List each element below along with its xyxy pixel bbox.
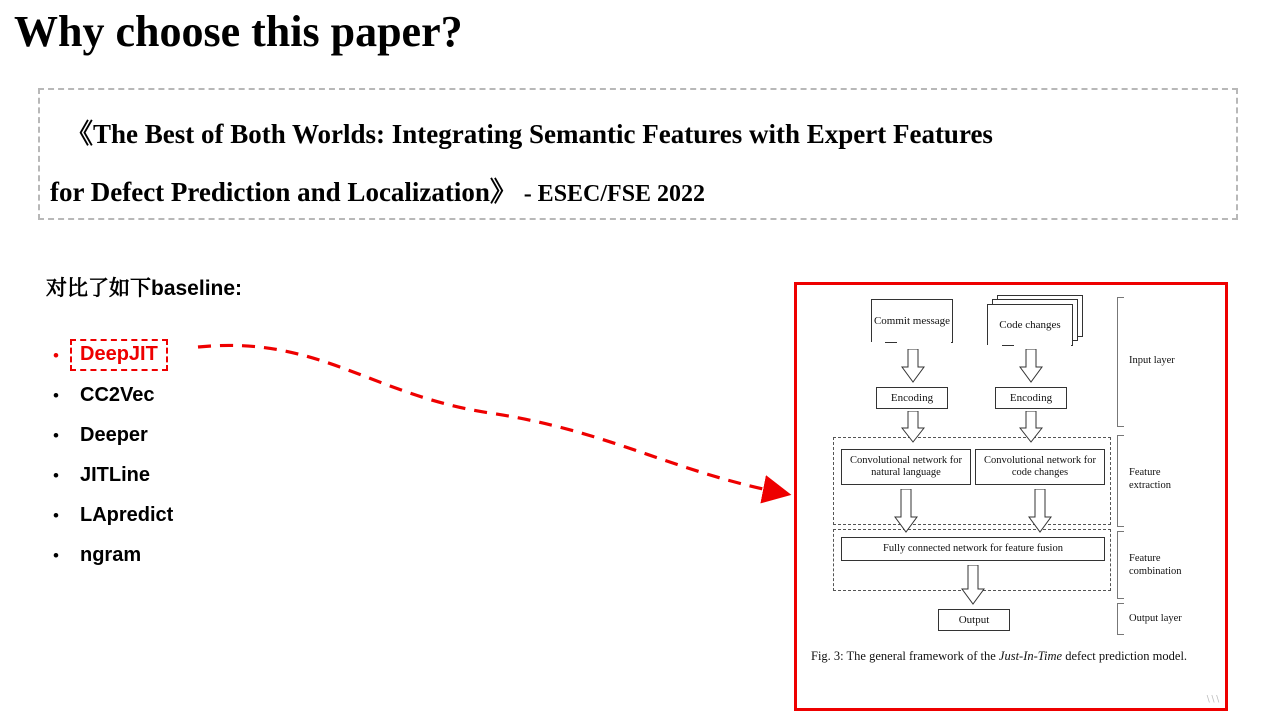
node-cnn-natural-language xyxy=(841,449,971,485)
bullet-dot-icon: • xyxy=(53,345,59,365)
node-encoding-left xyxy=(876,387,948,409)
arrow-down-icon xyxy=(961,565,985,605)
bullet-dot-icon: • xyxy=(53,385,59,405)
stage-label-input-layer: Input layer xyxy=(1129,355,1175,366)
arrow-down-icon xyxy=(901,349,925,383)
brace-output-layer xyxy=(1117,603,1124,635)
figure-caption-suffix: defect prediction model. xyxy=(1062,649,1188,663)
arrow-down-icon xyxy=(901,411,925,443)
node-label: Code changes xyxy=(999,318,1061,331)
page-title: Why choose this paper? xyxy=(14,7,463,56)
stage-label-text: Feature extraction xyxy=(1129,467,1171,491)
stage-label-feature-extraction xyxy=(1129,467,1189,492)
paper-title-line-2-text: for Defect Prediction and Localization》 xyxy=(50,177,517,207)
list-item-label: LApredict xyxy=(80,503,174,526)
paper-reference-box xyxy=(38,88,1238,220)
arrow-down-icon xyxy=(1019,349,1043,383)
stage-label-feature-combination xyxy=(1129,553,1191,578)
baseline-list xyxy=(48,335,468,575)
list-item-label: Deeper xyxy=(80,423,148,446)
paper-venue: - ESEC/FSE 2022 xyxy=(523,181,706,207)
list-item-jitline[interactable] xyxy=(48,455,468,495)
figure-caption-italic: Just-In-Time xyxy=(998,649,1063,663)
arrow-down-icon xyxy=(894,489,918,533)
list-item-label: JITLine xyxy=(80,463,151,486)
figure-panel xyxy=(794,282,1228,711)
paper-title-line-2 xyxy=(50,170,705,209)
node-label: Output xyxy=(958,613,990,626)
node-label: Encoding xyxy=(1009,391,1053,404)
node-commit-message xyxy=(871,299,953,343)
node-label: Convolutional network for natural language xyxy=(850,454,962,478)
arrow-down-icon xyxy=(1019,411,1043,443)
node-output xyxy=(938,609,1010,631)
stage-label-output-layer: Output layer xyxy=(1129,613,1182,624)
brace-feature-combination xyxy=(1117,531,1124,599)
arrow-down-icon xyxy=(1028,489,1052,533)
list-item-lapredict[interactable] xyxy=(48,495,468,535)
bullet-dot-icon: • xyxy=(53,425,59,445)
node-code-changes xyxy=(987,304,1073,346)
node-label: Commit message xyxy=(873,314,951,327)
list-item-label: ngram xyxy=(80,543,142,566)
node-encoding-right xyxy=(995,387,1067,409)
list-item-deepjit[interactable] xyxy=(48,335,468,375)
baseline-heading: 对比了如下baseline: xyxy=(46,277,243,300)
brace-feature-extraction xyxy=(1117,435,1124,527)
node-feature-fusion xyxy=(841,537,1105,561)
stage-label-text: Feature combination xyxy=(1129,553,1182,577)
figure-diagram xyxy=(797,285,1228,711)
node-cnn-code-changes xyxy=(975,449,1105,485)
list-item-deeper[interactable] xyxy=(48,415,468,455)
bullet-dot-icon: • xyxy=(53,545,59,565)
node-label: Encoding xyxy=(890,391,934,404)
list-item-label: CC2Vec xyxy=(80,383,155,406)
node-label: Fully connected network for feature fusion xyxy=(883,542,1063,554)
figure-caption-prefix: Fig. 3: The general framework of the xyxy=(811,649,999,663)
corner-watermark: ∖∖∖ xyxy=(1205,694,1220,704)
bullet-dot-icon: • xyxy=(53,465,59,485)
list-item-cc2vec[interactable] xyxy=(48,375,468,415)
paper-title-line-1: 《The Best of Both Worlds: Integrating Semantic Features with Expert Features xyxy=(66,119,993,149)
list-item-ngram[interactable] xyxy=(48,535,468,575)
list-item-label: DeepJIT xyxy=(70,339,168,371)
figure-caption xyxy=(811,647,1211,665)
brace-input-layer xyxy=(1117,297,1124,427)
node-label: Convolutional network for code changes xyxy=(984,454,1096,478)
bullet-dot-icon: • xyxy=(53,505,59,525)
